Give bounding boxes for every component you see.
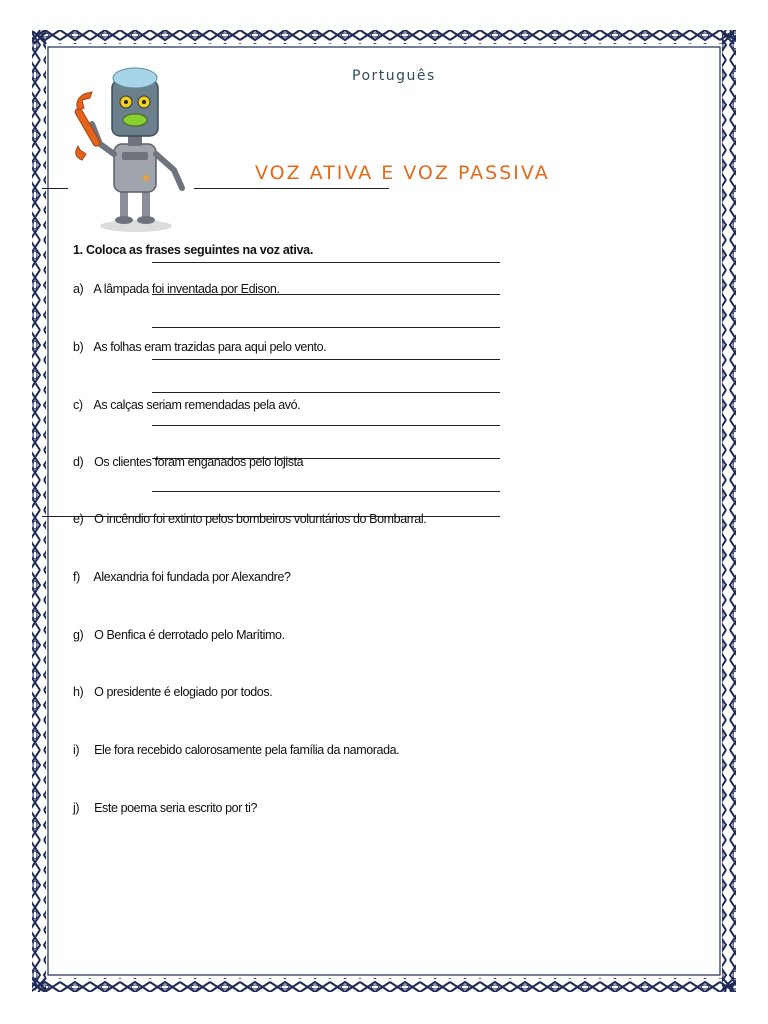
item-label: c) [73, 398, 83, 412]
item-text: Alexandria foi fundada por Alexandre? [93, 570, 291, 584]
item-text: As calças seriam remendadas pela avó. [93, 398, 301, 412]
item-label: f) [73, 570, 80, 584]
item-text: O incêndio foi extinto pelos bombeiros voluntários do Bombarral. [94, 512, 427, 526]
item-text: Este poema seria escrito por ti? [94, 801, 258, 815]
exercise-item-a [73, 282, 280, 296]
exercise-item-j [73, 801, 257, 815]
answer-line [152, 491, 500, 492]
exercise-item-b [73, 340, 326, 354]
item-label: i) [73, 743, 80, 757]
item-label: g) [73, 628, 84, 642]
answer-line [152, 262, 500, 263]
answer-line [152, 359, 500, 360]
answer-line [152, 425, 500, 426]
item-text: O Benfica é derrotado pelo Marítimo. [94, 628, 285, 642]
title-rule-right [194, 188, 389, 189]
exercise-instruction: 1. Coloca as frases seguintes na voz ativa. [73, 243, 313, 257]
item-label: d) [73, 455, 84, 469]
item-label: h) [73, 685, 84, 699]
item-label: e) [73, 512, 84, 526]
exercise-item-d [73, 455, 303, 469]
exercise-item-h [73, 685, 272, 699]
answer-line [152, 392, 500, 393]
item-text: O presidente é elogiado por todos. [94, 685, 273, 699]
item-label: a) [73, 282, 84, 296]
exercise-item-f [73, 570, 291, 584]
item-text: A lâmpada foi inventada por Edison. [93, 282, 280, 296]
exercise-item-g [73, 628, 285, 642]
item-text: Os clientes foram enganados pelo lojista [94, 455, 304, 469]
item-text: Ele fora recebido calorosamente pela família da namorada. [94, 743, 400, 757]
exercise-item-e [73, 512, 426, 526]
item-label: j) [73, 801, 80, 815]
exercise-item-i [73, 743, 399, 757]
subject-heading: Português [352, 68, 436, 84]
title-rule-left [42, 188, 68, 189]
worksheet-title: VOZ ATIVA E VOZ PASSIVA [255, 162, 550, 184]
item-label: b) [73, 340, 84, 354]
answer-line [152, 327, 500, 328]
exercise-item-c [73, 398, 300, 412]
robot-illustration [66, 62, 196, 234]
item-text: As folhas eram trazidas para aqui pelo vento. [93, 340, 327, 354]
